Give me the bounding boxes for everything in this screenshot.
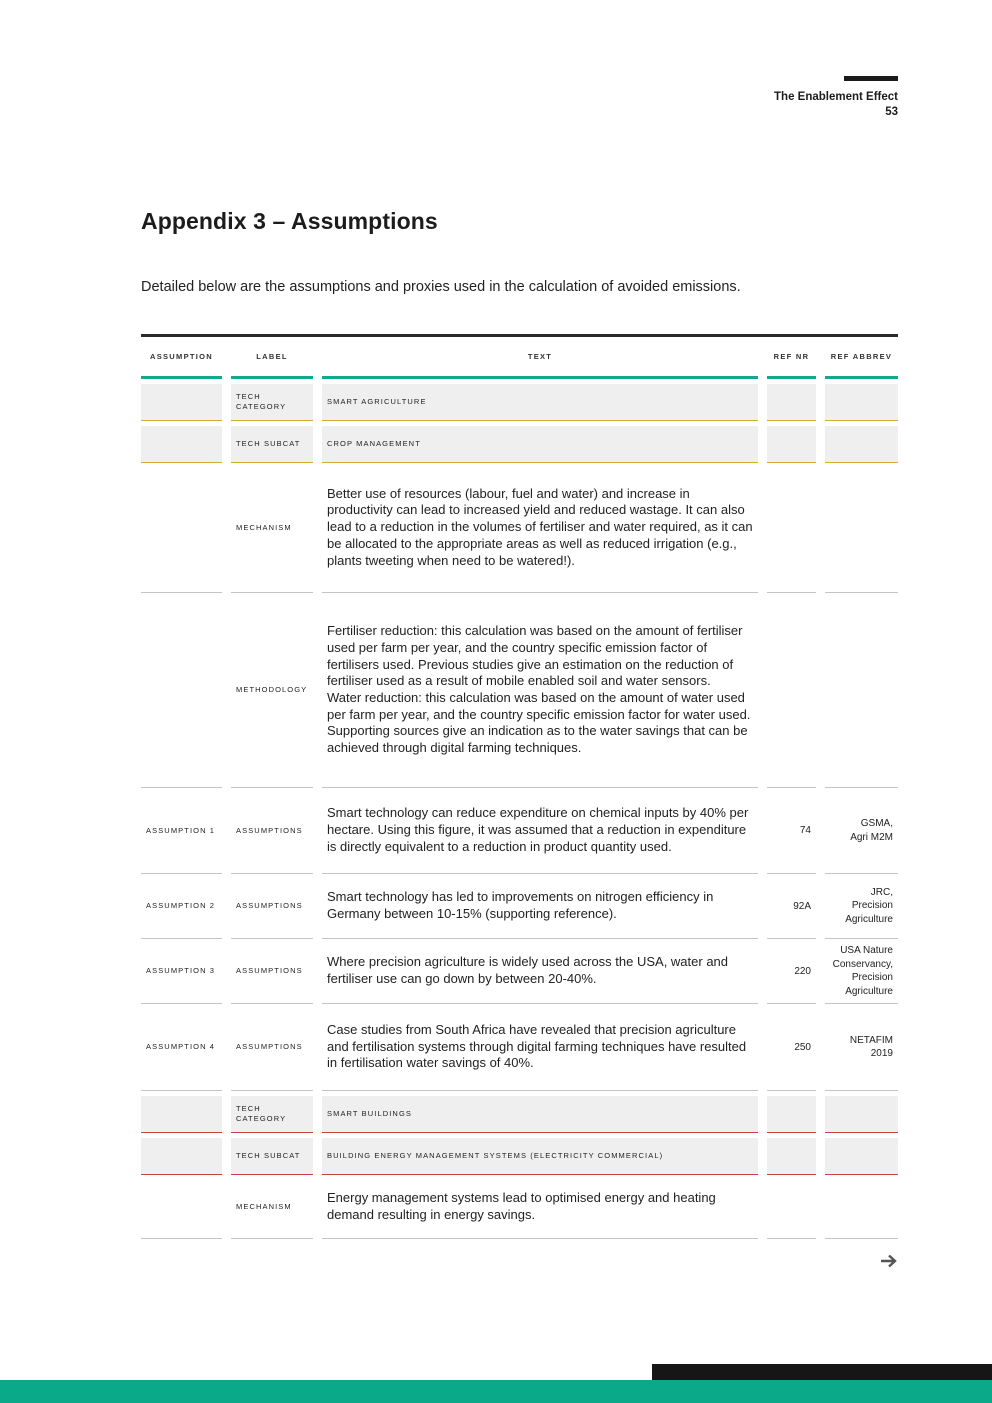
intro-text: Detailed below are the assumptions and proxies used in the calculation of avoided emissions. [141, 279, 741, 295]
row-text: Better use of resources (labour, fuel and water) and increase in productivity can lead to increased yield and reduced wastage. It can also lead to a reduction in the volumes of fertiliser and water required, as it can be allocated to the appropriate areas as well as reduced irrigation (e.g., plants tweeting when need to be watered!). [327, 485, 753, 568]
row-text: Fertiliser reduction: this calculation was based on the amount of fertiliser used per farm per year, and the country specific emission factor of fertilisers used. Previous studies give an estimation on the reduction of fertiliser used as a result of mobile enabled soil and water sensors. Water reduction: this calculation was based on the amount of water used per farm per year, and the country specific emission factor for water used. Supporting sources give an indication as to the water savings that can be achieved through digital farming techniques. [327, 623, 751, 756]
row-label: ASSUMPTIONS [236, 825, 303, 835]
table-row [141, 788, 898, 874]
row-label: TECH CATEGORY [236, 392, 287, 411]
header-ref-abbrev: REF ABBREV [825, 337, 898, 379]
row-label: TECH CATEGORY [236, 1104, 287, 1123]
row-label: METHODOLOGY [236, 685, 308, 694]
table-header-row [141, 337, 898, 379]
row-label: ASSUMPTIONS [236, 966, 303, 975]
row-label: ASSUMPTIONS [236, 901, 303, 910]
row-text: SMART AGRICULTURE [327, 397, 427, 406]
row-label: MECHANISM [236, 1201, 292, 1211]
row-text: Smart technology has led to improvements on nitrogen efficiency in Germany between 10-15% (supporting reference). [327, 889, 714, 921]
row-text: Where precision agriculture is widely used across the USA, water and fertiliser use can go down by between 20-40%. [327, 954, 729, 986]
header-assumption: ASSUMPTION [141, 337, 222, 379]
table-row [141, 1175, 898, 1239]
page-number: 53 [885, 106, 898, 118]
row-assumption: ASSUMPTION 2 [146, 901, 216, 910]
header-title: The Enablement Effect [774, 91, 898, 103]
row-ref-abbrev: JRC, Precision Agriculture [825, 874, 898, 939]
row-ref-nr: 92A [767, 874, 816, 939]
header-label: LABEL [231, 337, 313, 379]
row-ref-abbrev: GSMA, Agri M2M [825, 788, 898, 874]
row-ref-nr: 220 [767, 939, 816, 1004]
row-text: CROP MANAGEMENT [327, 439, 421, 448]
table-row [141, 426, 898, 463]
table-row [141, 384, 898, 421]
row-label: MECHANISM [236, 522, 292, 532]
header-rule [844, 76, 898, 81]
footer-green-bar [0, 1380, 992, 1403]
assumptions-table [141, 334, 898, 1239]
footer-dark-bar [652, 1364, 992, 1380]
row-ref-nr: 250 [767, 1004, 816, 1091]
header-ref-nr: REF NR [767, 337, 816, 379]
row-assumption: ASSUMPTION 1 [146, 825, 216, 835]
row-text: Smart technology can reduce expenditure on chemical inputs by 40% per hectare. Using this figure, it was assumed that a reduction in expenditure is directly equivalent to a reduction in product quantity used. [327, 805, 749, 854]
row-ref-abbrev: USA Nature Conservancy, Precision Agriculture [825, 939, 898, 1004]
row-assumption: ASSUMPTION 4 [146, 1042, 216, 1051]
header-text: TEXT [322, 337, 758, 379]
row-label: TECH SUBCAT [236, 439, 301, 448]
page-title: Appendix 3 – Assumptions [141, 208, 438, 234]
arrow-right-icon[interactable] [880, 1253, 898, 1269]
table-row [141, 939, 898, 1004]
table-row [141, 1138, 898, 1175]
table-row [141, 874, 898, 939]
row-ref-nr: 74 [767, 788, 816, 874]
row-label: ASSUMPTIONS [236, 1042, 303, 1051]
row-label: TECH SUBCAT [236, 1151, 301, 1160]
table-row [141, 463, 898, 593]
table-row [141, 1096, 898, 1133]
row-ref-abbrev: NETAFIM 2019 [825, 1004, 898, 1091]
row-text: Energy management systems lead to optimised energy and heating demand resulting in energy savings. [327, 1189, 716, 1222]
table-row [141, 1004, 898, 1091]
row-assumption: ASSUMPTION 3 [146, 966, 216, 975]
table-row [141, 593, 898, 788]
row-text: Case studies from South Africa have revealed that precision agriculture and fertilisation systems through digital farming techniques have resulted in fertilisation water savings of 40%. [327, 1021, 747, 1071]
row-text: BUILDING ENERGY MANAGEMENT SYSTEMS (ELECTRICITY COMMERCIAL) [327, 1151, 664, 1160]
row-text: SMART BUILDINGS [327, 1109, 412, 1118]
